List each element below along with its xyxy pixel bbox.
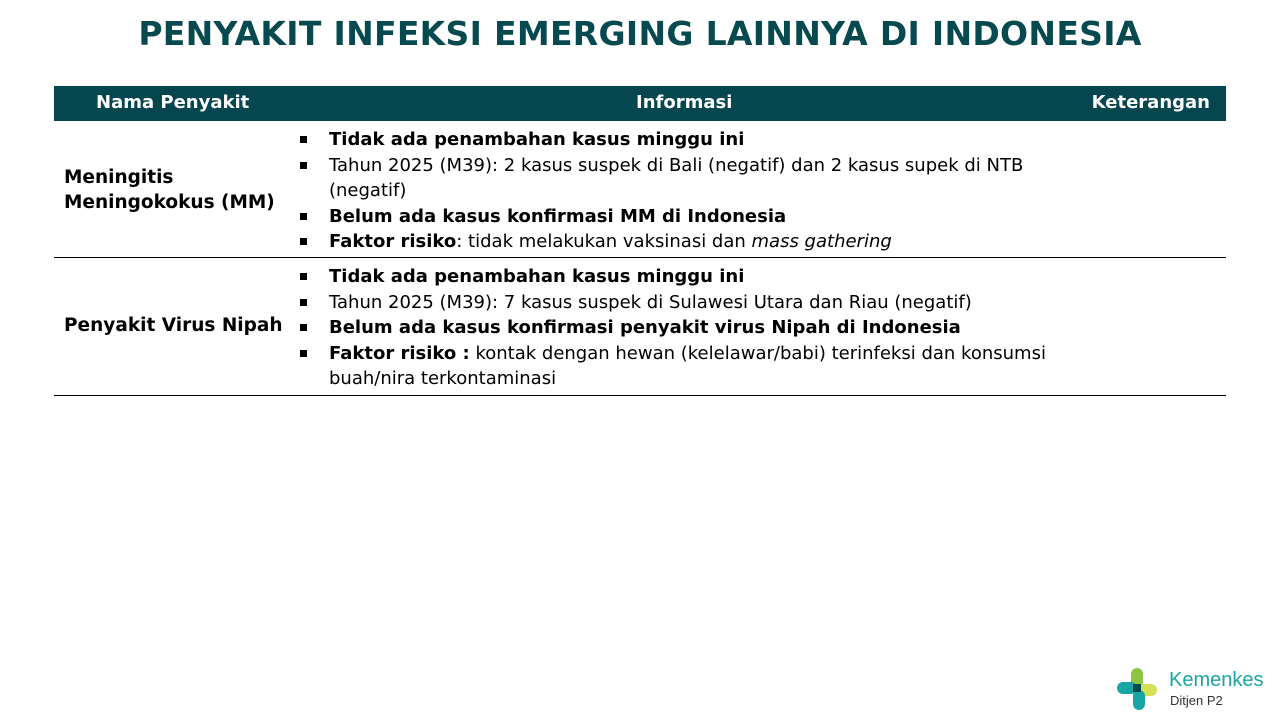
info-text: Tahun 2025 (M39): 7 kasus suspek di Sulawesi Utara dan Riau (negatif) [329, 291, 972, 313]
info-text: kontak dengan hewan (kelelawar/babi) terinfeksi dan konsumsi buah/nira terkontaminasi [329, 342, 1046, 389]
list-item [300, 341, 1070, 392]
list-item [300, 315, 1070, 341]
list-item [300, 204, 1070, 230]
info-bold: Tidak ada penambahan kasus minggu ini [329, 266, 745, 287]
logo-name: Kemenkes [1169, 669, 1264, 691]
info-bold: Tidak ada penambahan kasus minggu ini [329, 129, 745, 150]
info-italic: mass gathering [751, 231, 892, 252]
bullet-icon [300, 136, 307, 143]
table-row [54, 121, 1226, 258]
info-bold: Faktor risiko [329, 231, 457, 252]
info-text: Tahun 2025 (M39): 2 kasus suspek di Bali (negatif) dan 2 kasus supek di NTB (negatif) [329, 154, 1024, 201]
list-item [300, 290, 1070, 316]
table-header [54, 86, 1226, 121]
disease-name [64, 165, 294, 215]
list-item [300, 127, 1070, 153]
bullet-icon [300, 299, 307, 306]
bullet-icon [300, 324, 307, 331]
page-title: PENYAKIT INFEKSI EMERGING LAINNYA DI INDONESIA [138, 14, 1142, 53]
disease-name-line: Meningokokus (MM) [64, 192, 275, 213]
header-keterangan: Keterangan [1091, 92, 1210, 113]
disease-name [64, 313, 294, 338]
info-text: : tidak melakukan vaksinasi dan [456, 231, 752, 252]
list-item [300, 153, 1070, 204]
disease-name-line: Penyakit Virus Nipah [64, 315, 283, 336]
info-list [300, 127, 1070, 255]
info-bold: Belum ada kasus konfirmasi penyakit virus Nipah di Indonesia [329, 317, 961, 338]
bullet-icon [300, 273, 307, 280]
header-nama-penyakit: Nama Penyakit [96, 92, 250, 113]
logo-sub: Ditjen P2 [1170, 693, 1223, 708]
bullet-icon [300, 238, 307, 245]
bullet-icon [300, 162, 307, 169]
table-row [54, 258, 1226, 396]
kemenkes-logo [1115, 664, 1275, 714]
info-bold: Belum ada kasus konfirmasi MM di Indonesia [329, 205, 787, 227]
list-item [300, 229, 1070, 255]
info-list [300, 264, 1070, 392]
list-item [300, 264, 1070, 290]
info-bold: Faktor risiko : [329, 342, 470, 364]
bullet-icon [300, 213, 307, 220]
header-informasi: Informasi [636, 92, 733, 113]
bullet-icon [300, 350, 307, 357]
disease-table [54, 86, 1226, 396]
kemenkes-logo-icon [1115, 666, 1163, 712]
disease-name-line: Meningitis [64, 167, 174, 188]
